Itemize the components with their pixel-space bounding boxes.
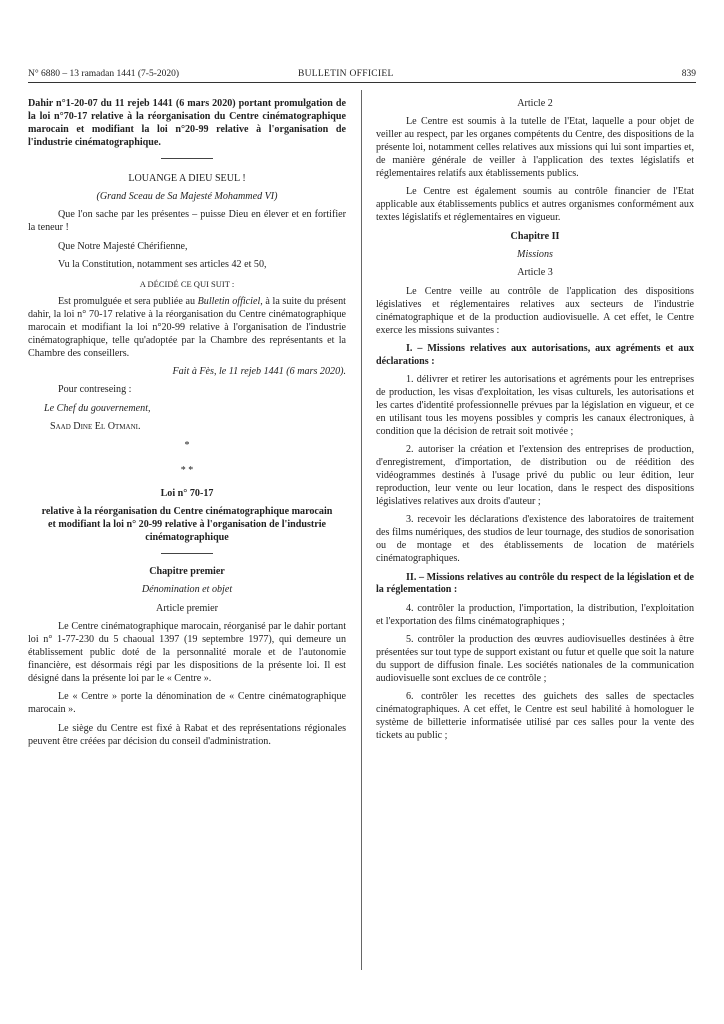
right-column (376, 98, 694, 748)
page-header (28, 68, 696, 83)
preamble-paragraph: Que l'on sache par les présentes – puisse Dieu en élever et en fortifier la teneur ! (28, 209, 346, 234)
section-heading: I. – Missions relatives aux autorisations, aux agréments et aux déclarations : (376, 343, 694, 367)
mission-item: 3. recevoir les déclarations d'existence des laboratoires de traitement des films numériques, des studios de leur tournage, des studios de sonorisation ou de montage et des établissements de location de matériels cinématographiques. (376, 514, 694, 565)
article-heading: Article 2 (517, 98, 553, 109)
promulgation-text: Est promulguée et sera publiée au (58, 295, 198, 307)
journal-page (28, 68, 696, 972)
preamble-paragraph: Vu la Constitution, notamment ses articles 42 et 50, (58, 259, 267, 271)
mission-item: 2. autoriser la création et l'extension des entreprises de production, d'enregistrement, d'importation, de distribution ou de réédition des vidéogrammes destinés à l'usage privé du public ou leur édition, leur reproduction, leur vente ou leur location, dans le respect des dispositions législatives relatives aux droits d'auteur ; (376, 444, 694, 507)
bulletin-officiel-ref: Bulletin officiel (197, 295, 261, 307)
article-paragraph: Le Centre veille au contrôle de l'application des dispositions législatives et réglementaires relatives aux secteurs de l'industrie cinématographique et de la production audiovisuelle. A cet effet, le Centre exerce les missions suivantes : (376, 285, 694, 336)
column-divider (361, 90, 362, 970)
separator-rule (161, 553, 213, 554)
chapter-subtitle: Dénomination et objet (141, 584, 233, 596)
separator-stars: * * (180, 465, 194, 477)
left-column (28, 98, 346, 754)
mission-item: 4. contrôler la production, l'importation, la distribution, l'exploitation et l'exportation des films cinématographiques ; (376, 602, 694, 627)
journal-name: BULLETIN OFFICIEL (298, 69, 394, 79)
chapter-heading: Chapitre II (510, 230, 560, 242)
article-paragraph: Le Centre cinématographique marocain, réorganisé par le dahir portant loi n° 1-77-230 du 5 chaoual 1397 (19 septembre 1977), qui demeure un établissement public doté de la personnalité morale et de l'autonomie financière, est désormais régi par les dispositions de la présente loi. Il est désigné dans la présente loi par le « Centre ». (28, 621, 346, 684)
fait-a-fes: Fait à Fès, le 11 rejeb 1441 (6 mars 2020). (172, 366, 346, 377)
dahir-title: Dahir n°1-20-07 du 11 rejeb 1441 (6 mars 2020) portant promulgation de la loi n°70-17 relative à la réorganisation du Centre cinématographique marocain et modifiant la loi n°20-99 relative à l'organisation de l'industrie cinématographique. (28, 98, 346, 148)
promulgation-text: , à la suite du présent dahir, la loi n° 70-17 relative à la réorganisation du Centre cinématographique marocain et modifiant la loi n°20-99 relative à l'organisation de l'industrie cinématographique, telle qu'adoptée par la Chambre des représentants et la Chambre des conseillers. (28, 295, 346, 359)
separator-star: * (184, 440, 190, 452)
header-rule (28, 82, 696, 83)
article-paragraph: Le Centre est également soumis au contrôle financier de l'Etat applicable aux établissements publics et autres organismes conformément aux textes législatifs et réglementaires en vigueur. (376, 186, 694, 224)
article-paragraph: Le siège du Centre est fixé à Rabat et des représentations régionales peuvent être créées par décision du conseil d'administration. (28, 722, 346, 747)
signataire: Saad Dine El Otmani. (50, 421, 141, 433)
mission-item: 6. contrôler les recettes des guichets des salles de spectacles cinématographiques. A cet effet, le Centre est seul habilité à homologuer le système de billetterie informatisée utilisé par ces salles pour la vente des tickets au public ; (376, 691, 694, 741)
chapter-subtitle: Missions (517, 249, 553, 261)
preamble-paragraph: Que Notre Majesté Chérifienne, (58, 240, 188, 252)
article-heading: Article premier (156, 602, 218, 614)
loi-number: Loi n° 70-17 (160, 487, 214, 499)
article-heading: Article 3 (517, 267, 553, 279)
article-paragraph: Le Centre est soumis à la tutelle de l'Etat, laquelle a pour objet de veiller au respect, par les organes compétents du Centre, des dispositions de la présente loi, notamment celles relatives aux missions qui lui sont imparties et, de manière générale de veiller à l'application des textes législatifs et réglementaires relatifs aux établissements publics. (376, 116, 694, 180)
article-paragraph: Le « Centre » porte la dénomination de « Centre cinématographique marocain ». (28, 691, 346, 716)
issue-number: N° 6880 – 13 ramadan 1441 (7-5-2020) (28, 69, 180, 79)
loi-title: relative à la réorganisation du Centre cinématographique marocain et modifiant la loi n° 20-99 relative à l'organisation de l'industrie cinématographique (41, 506, 333, 544)
chef-gouvernement: Le Chef du gouvernement, (44, 402, 151, 414)
promulgation-paragraph (28, 296, 346, 361)
louange: LOUANGE A DIEU SEUL ! (128, 172, 246, 184)
separator-rule (161, 158, 213, 159)
contreseing: Pour contreseing : (58, 384, 132, 396)
page-number: 839 (681, 69, 696, 79)
section-heading: II. – Missions relatives au contrôle du respect de la législation et de la réglementation : (376, 571, 694, 596)
grand-sceau: (Grand Sceau de Sa Majesté Mohammed VI) (96, 191, 278, 203)
decide-heading: A DÉCIDÉ CE QUI SUIT : (139, 278, 235, 289)
mission-item: 1. délivrer et retirer les autorisations et agréments pour les entreprises de production, les visas d'exploitation, les visas culturels, les autorisations et les cartes d'identité professionnelle prévues par la législation en vigueur, et ce en utilisant tous les moyens possibles y compris les canaux électroniques, à condition que la décision de retrait soit motivée ; (376, 374, 694, 437)
mission-item: 5. contrôler la production des œuvres audiovisuelles destinées à être présentées sur tout type de support existant ou futur et quelle que soit la nature du support de diffusion finale. Les sociétés nationales de la communication audiovisuelle sont exclues de ce contrôle ; (376, 634, 694, 684)
chapter-heading: Chapitre premier (149, 566, 225, 578)
